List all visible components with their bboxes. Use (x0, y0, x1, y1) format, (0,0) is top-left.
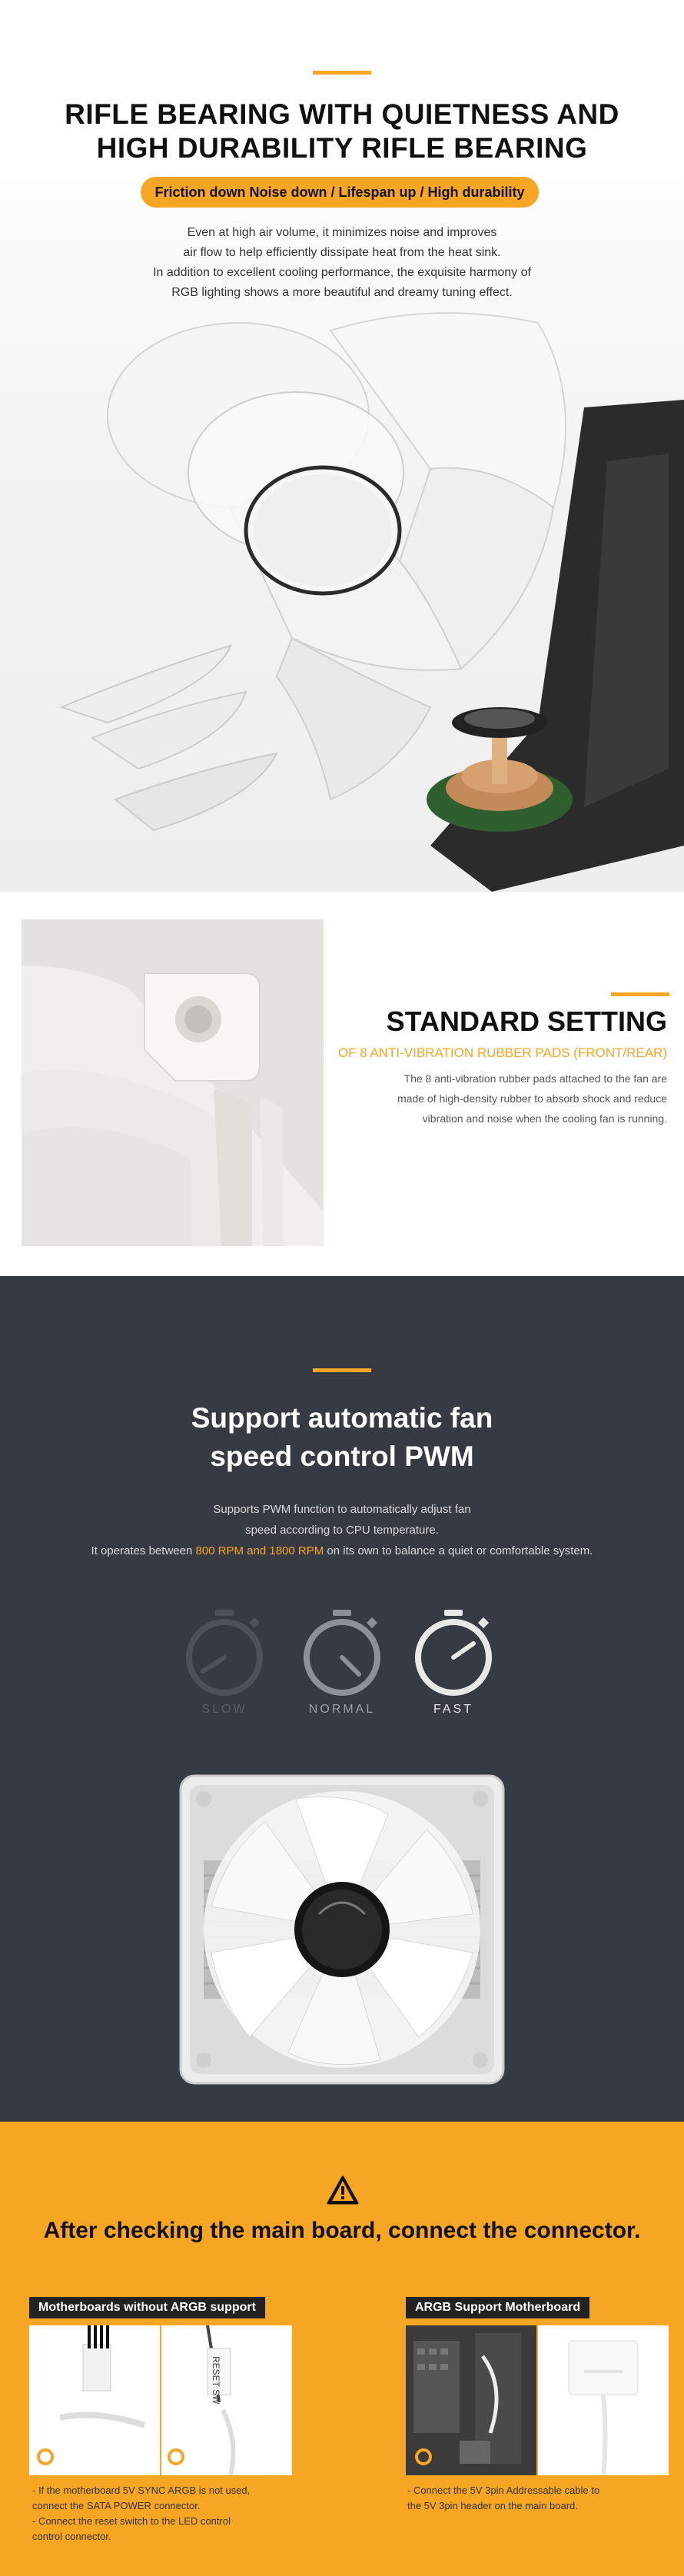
no-argb-note-1: - If the motherboard 5V SYNC ARGB is not used, (32, 2485, 251, 2496)
gauge-fast-label: FAST (433, 1703, 473, 1716)
pwm-desc-2: speed according to CPU temperature. (245, 1524, 439, 1537)
argb-connector-photo (538, 2325, 669, 2475)
standard-title: STANDARD SETTING (386, 1005, 667, 1037)
argb-note-1: - Connect the 5V 3pin Addressable cable to (407, 2485, 600, 2496)
warning-icon (327, 2175, 359, 2205)
stopwatch-slow-icon (178, 1607, 271, 1699)
gauge-slow-label: SLOW (201, 1703, 247, 1716)
marker-circle (37, 2448, 54, 2465)
argb-notes (407, 2483, 669, 2514)
no-argb-note-2: connect the SATA POWER connector. (32, 2500, 201, 2511)
pwm-title (0, 1399, 684, 1476)
sata-power-photo (29, 2325, 160, 2475)
gauge-normal-label: NORMAL (308, 1703, 376, 1716)
pwm-title-line2: speed control PWM (210, 1441, 474, 1472)
pwm-desc-3b: on its own to balance a quiet or comfortable system. (324, 1544, 593, 1557)
no-argb-note-3: - Connect the reset switch to the LED control (32, 2515, 231, 2527)
standard-desc (360, 1069, 667, 1128)
connector-title: After checking the main board, connect the connector. (43, 2218, 641, 2243)
gauge-slow (178, 1607, 271, 1722)
stopwatch-normal-icon (296, 1607, 388, 1699)
cooler-fan-photo (173, 1768, 511, 2091)
bearing-desc-3: In addition to excellent cooling performance, the exquisite harmony of (153, 266, 531, 279)
standard-desc-2: made of high-density rubber to absorb shock and reduce (397, 1092, 667, 1105)
pwm-desc-1: Supports PWM function to automatically adjust fan (213, 1503, 471, 1516)
no-argb-label: Motherboards without ARGB support (29, 2297, 265, 2318)
argb-note-2: the 5V 3pin header on the main board. (407, 2500, 578, 2511)
reset-switch-photo (161, 2325, 292, 2475)
standard-subtitle: OF 8 ANTI-VIBRATION RUBBER PADS (FRONT/REAR) (337, 1045, 667, 1060)
pwm-desc-3 (0, 1541, 684, 1561)
bearing-desc-1: Even at high air volume, it minimizes noise and improves (187, 226, 497, 239)
accent-bar (313, 71, 371, 75)
argb-label: ARGB Support Motherboard (406, 2297, 589, 2318)
rpm-range: 800 RPM and 1800 RPM (195, 1544, 324, 1557)
bearing-section (0, 0, 684, 892)
marker-circle (415, 2448, 432, 2465)
standard-desc-1: The 8 anti-vibration rubber pads attached to the fan are (403, 1072, 667, 1085)
pwm-title-line1: Support automatic fan (191, 1402, 493, 1434)
gauge-normal (296, 1607, 388, 1722)
bearing-desc-2: air flow to help efficiently dissipate heat from the heat sink. (183, 246, 501, 259)
pwm-section (0, 1276, 684, 2122)
standard-setting-section (0, 892, 684, 1276)
pwm-desc (0, 1499, 684, 1561)
connector-section (0, 2122, 684, 2576)
no-argb-note-4: control connector. (32, 2531, 111, 2542)
bearing-desc-4: RGB lighting shows a more beautiful and dreamy tuning effect. (171, 286, 513, 299)
pwm-desc-3a: It operates between (91, 1544, 196, 1557)
marker-circle (168, 2448, 184, 2465)
standard-desc-3: vibration and noise when the cooling fan is running. (422, 1112, 667, 1125)
exploded-fan-illustration (0, 307, 684, 892)
gauge-fast (407, 1607, 500, 1722)
reset-sw-text: RESET SW (211, 2356, 221, 2405)
no-argb-notes (32, 2483, 294, 2544)
bearing-title-line2: HIGH DURABILITY RIFLE BEARING (96, 132, 588, 164)
accent-bar (313, 1368, 371, 1372)
stopwatch-fast-icon (407, 1607, 500, 1699)
accent-bar (611, 992, 669, 996)
rubber-pad-photo (22, 919, 324, 1246)
bearing-title-line1: RIFLE BEARING WITH QUIETNESS AND (65, 98, 619, 130)
bearing-feature-pill: Friction down Noise down / Lifespan up / High durability (141, 177, 539, 208)
motherboard-photo (406, 2325, 536, 2475)
